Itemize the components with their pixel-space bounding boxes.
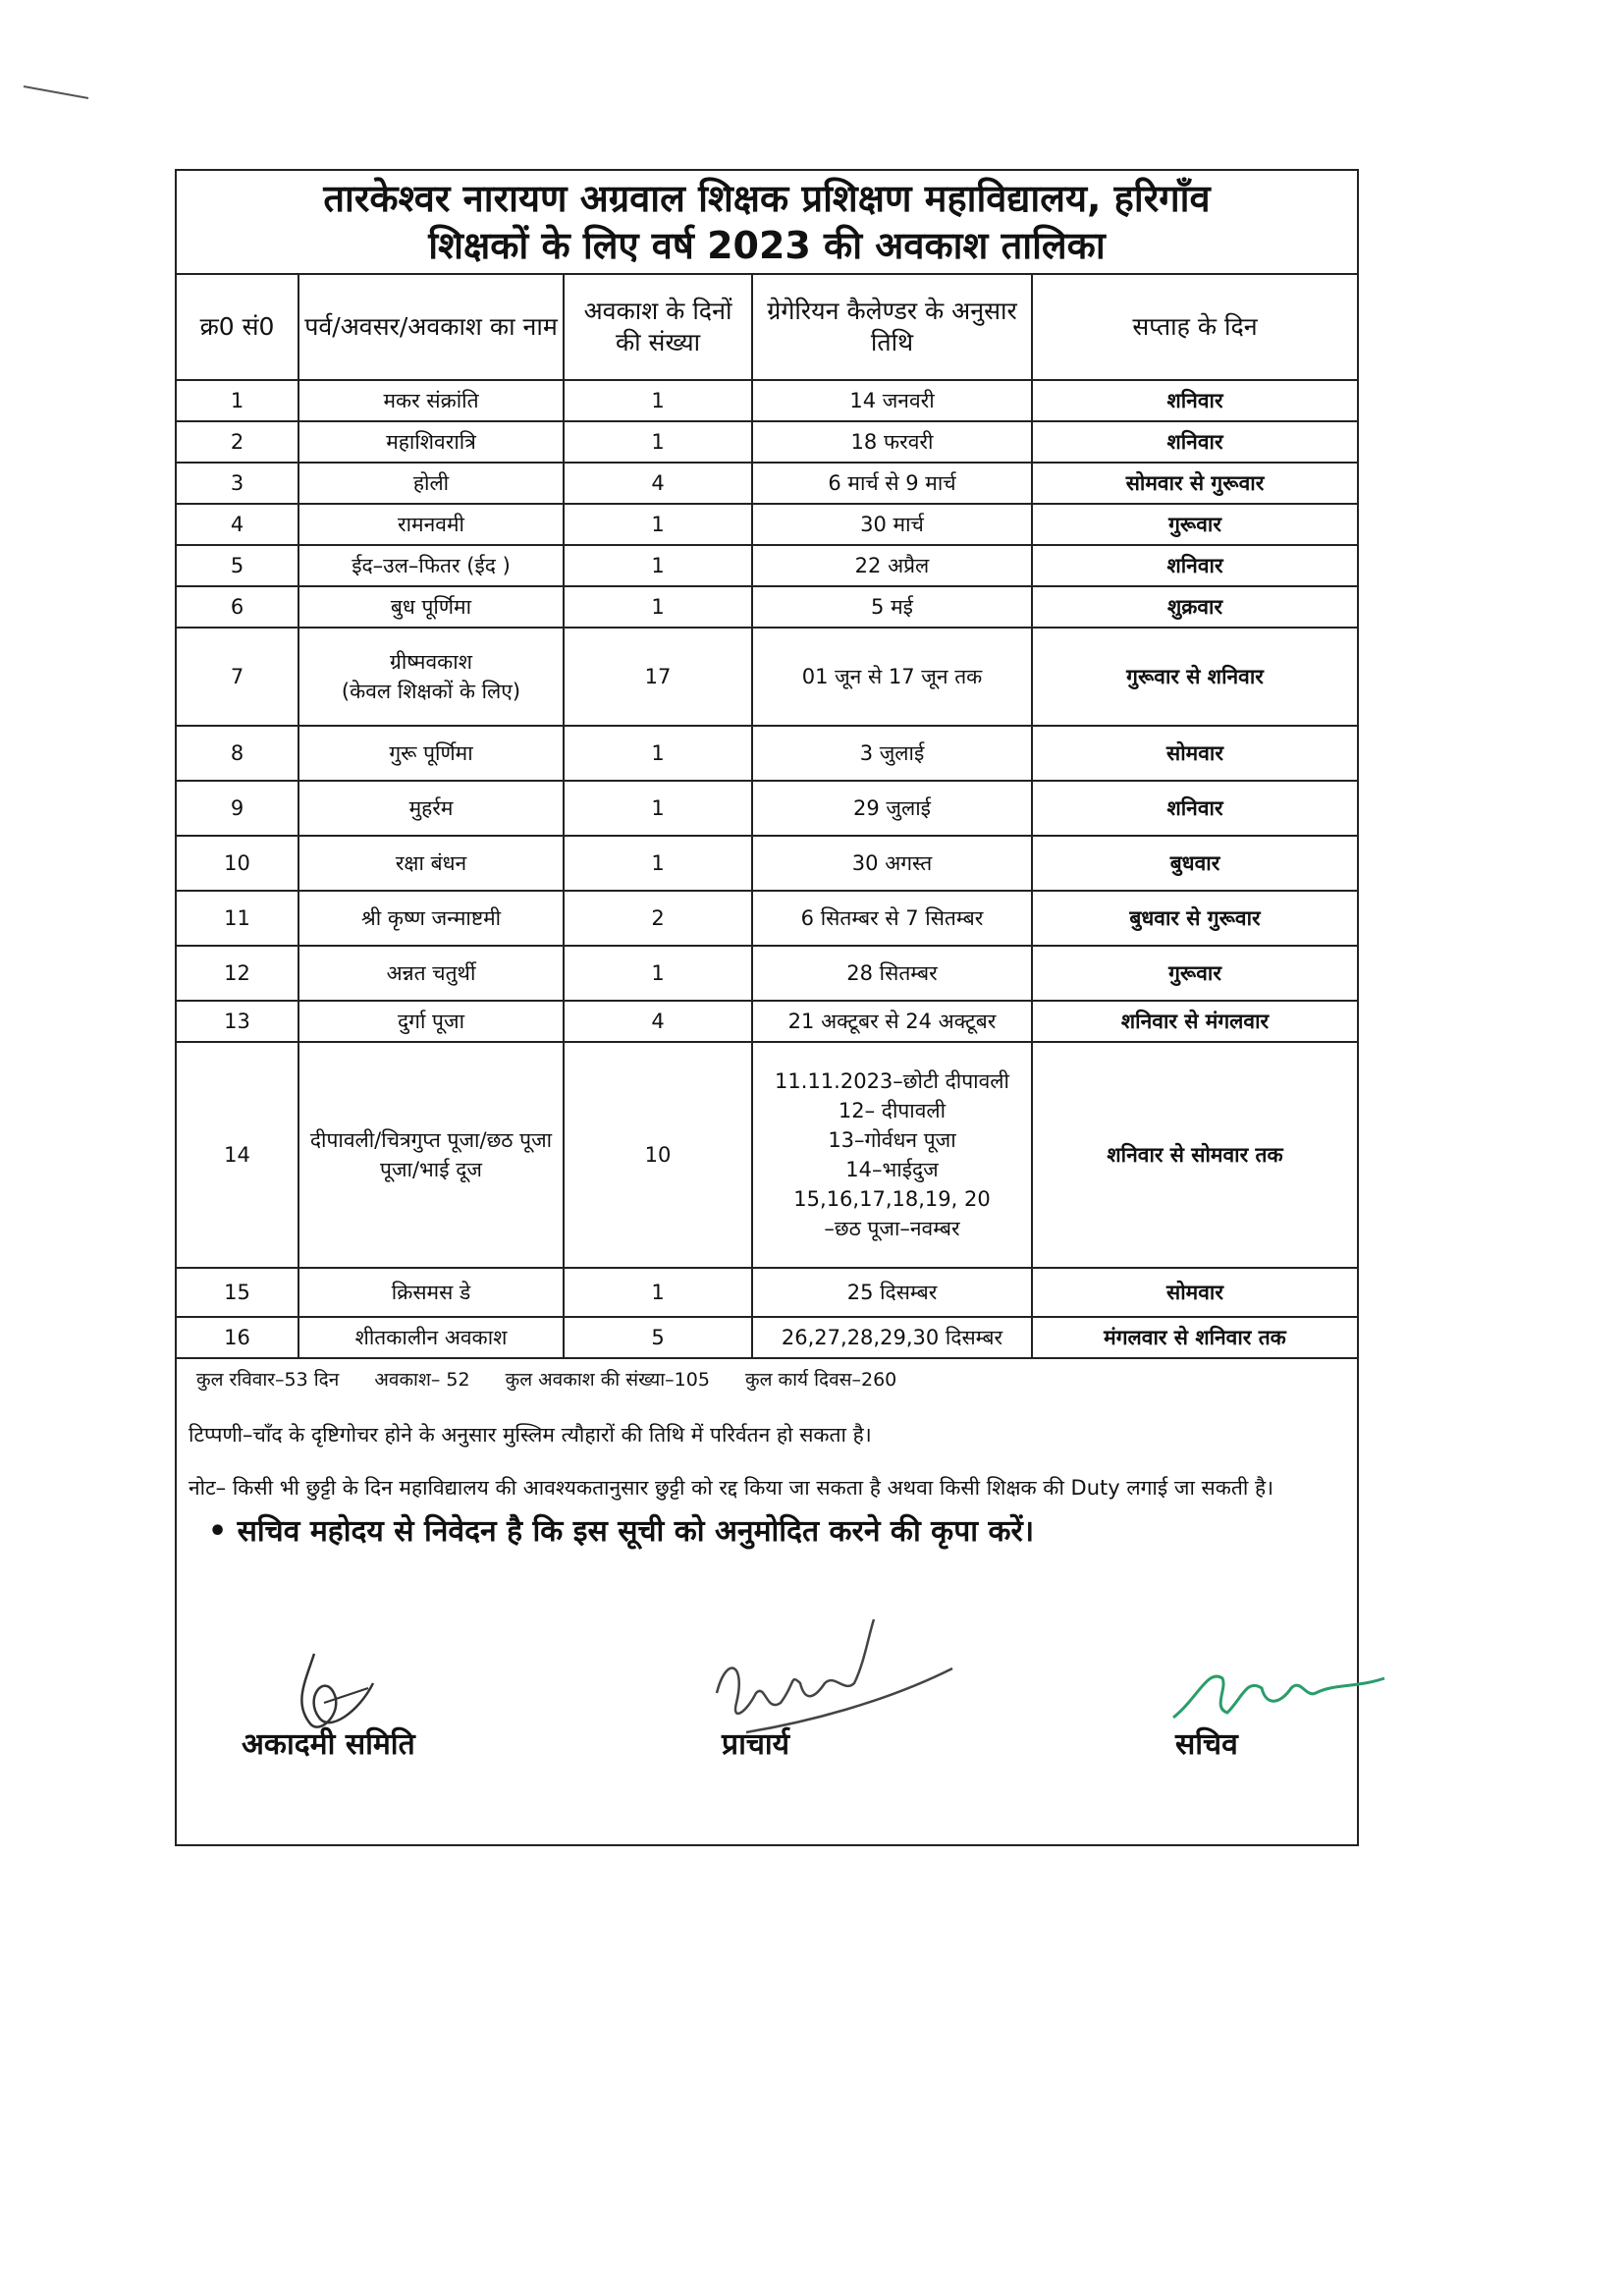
- table-row: [177, 781, 1357, 836]
- cell-weekday: बुधवार से गुरूवार: [1032, 891, 1357, 946]
- cell-sn: 13: [177, 1001, 298, 1042]
- col-header-name: पर्व/अवसर/अवकाश का नाम: [298, 275, 564, 380]
- table-row: [177, 726, 1357, 781]
- cell-name: ग्रीष्मवकाश (केवल शिक्षकों के लिए): [298, 628, 564, 726]
- cell-sn: 6: [177, 586, 298, 628]
- cell-name: क्रिसमस डे: [298, 1268, 564, 1317]
- cell-days: 1: [564, 946, 752, 1001]
- cell-name: बुध पूर्णिमा: [298, 586, 564, 628]
- cell-name: महाशिवरात्रि: [298, 421, 564, 463]
- cell-sn: 10: [177, 836, 298, 891]
- cell-date: 6 सितम्बर से 7 सितम्बर: [752, 891, 1032, 946]
- cell-days: 1: [564, 380, 752, 421]
- cell-date: 29 जुलाई: [752, 781, 1032, 836]
- cell-weekday: सोमवार से गुरूवार: [1032, 463, 1357, 504]
- table-row: [177, 586, 1357, 628]
- cell-days: 1: [564, 504, 752, 545]
- cell-name: मुहर्रम: [298, 781, 564, 836]
- total-sundays: कुल रविवार–53 दिन: [196, 1369, 340, 1391]
- table-row: [177, 380, 1357, 421]
- cell-days: 10: [564, 1042, 752, 1268]
- document-title: शिक्षकों के लिए वर्ष 2023 की अवकाश तालिका: [428, 224, 1106, 267]
- cell-sn: 4: [177, 504, 298, 545]
- cell-date: 30 अगस्त: [752, 836, 1032, 891]
- cell-days: 1: [564, 781, 752, 836]
- cell-sn: 2: [177, 421, 298, 463]
- note-text: नोट– किसी भी छुट्टी के दिन महाविद्यालय की आवश्यकतानुसार छुट्टी को रद्द किया जा सकता है अथवा किसी शिक्षक की Duty लगाई जा सकती है।: [189, 1476, 1274, 1500]
- total-holidays: अवकाश– 52: [374, 1369, 470, 1391]
- cell-days: 2: [564, 891, 752, 946]
- cell-date: 01 जून से 17 जून तक: [752, 628, 1032, 726]
- cell-weekday: शनिवार से सोमवार तक: [1032, 1042, 1357, 1268]
- cell-sn: 8: [177, 726, 298, 781]
- table-row: [177, 463, 1357, 504]
- cell-sn: 1: [177, 380, 298, 421]
- cell-name: मकर संक्रांति: [298, 380, 564, 421]
- cell-sn: 11: [177, 891, 298, 946]
- cell-date: 21 अक्टूबर से 24 अक्टूबर: [752, 1001, 1032, 1042]
- request-label: सचिव महोदय से निवेदन है कि इस सूची को अनुमोदित करने की कृपा करें।: [237, 1514, 1035, 1549]
- secretary-label: सचिव: [1175, 1727, 1238, 1762]
- cell-weekday: सोमवार: [1032, 726, 1357, 781]
- table-row: [177, 545, 1357, 586]
- holiday-table: [177, 275, 1357, 1359]
- cell-date: 18 फरवरी: [752, 421, 1032, 463]
- table-row: [177, 1268, 1357, 1317]
- cell-days: 1: [564, 726, 752, 781]
- cell-sn: 16: [177, 1317, 298, 1358]
- cell-weekday: गुरूवार: [1032, 504, 1357, 545]
- cell-name: दुर्गा पूजा: [298, 1001, 564, 1042]
- cell-name: होली: [298, 463, 564, 504]
- table-header-row: [177, 275, 1357, 380]
- cell-date: 11.11.2023–छोटी दीपावली 12– दीपावली 13–गोर्वधन पूजा 14–भाईदुज 15,16,17,18,19, 20 –छठ पूजा–नवम्बर: [752, 1042, 1032, 1268]
- cell-weekday: शुक्रवार: [1032, 586, 1357, 628]
- table-row: [177, 504, 1357, 545]
- cell-days: 17: [564, 628, 752, 726]
- cell-name: शीतकालीन अवकाश: [298, 1317, 564, 1358]
- cell-weekday: गुरूवार से शनिवार: [1032, 628, 1357, 726]
- table-body: [177, 380, 1357, 1358]
- cell-date: 30 मार्च: [752, 504, 1032, 545]
- request-text: • सचिव महोदय से निवेदन है कि इस सूची को अनुमोदित करने की कृपा करें।: [208, 1514, 1035, 1549]
- total-holiday-count: कुल अवकाश की संख्या–105: [505, 1369, 710, 1391]
- cell-name: श्री कृष्ण जन्माष्टमी: [298, 891, 564, 946]
- cell-weekday: शनिवार: [1032, 380, 1357, 421]
- table-row: [177, 1042, 1357, 1268]
- cell-name: ईद–उल–फितर (ईद ): [298, 545, 564, 586]
- cell-name: रक्षा बंधन: [298, 836, 564, 891]
- cell-weekday: शनिवार: [1032, 545, 1357, 586]
- cell-date: 28 सितम्बर: [752, 946, 1032, 1001]
- cell-days: 5: [564, 1317, 752, 1358]
- cell-weekday: बुधवार: [1032, 836, 1357, 891]
- cell-name: गुरू पूर्णिमा: [298, 726, 564, 781]
- cell-weekday: मंगलवार से शनिवार तक: [1032, 1317, 1357, 1358]
- cell-weekday: शनिवार: [1032, 421, 1357, 463]
- cell-weekday: शनिवार: [1032, 781, 1357, 836]
- table-row: [177, 1001, 1357, 1042]
- cell-date: 6 मार्च से 9 मार्च: [752, 463, 1032, 504]
- cell-days: 4: [564, 1001, 752, 1042]
- cell-name: दीपावली/चित्रगुप्त पूजा/छठ पूजा पूजा/भाई दूज: [298, 1042, 564, 1268]
- cell-sn: 3: [177, 463, 298, 504]
- col-header-date: ग्रेगेरियन कैलेण्डर के अनुसार तिथि: [752, 275, 1032, 380]
- cell-days: 4: [564, 463, 752, 504]
- table-row: [177, 1317, 1357, 1358]
- cell-sn: 7: [177, 628, 298, 726]
- table-row: [177, 628, 1357, 726]
- signature-row: [177, 1722, 1357, 1781]
- table-row: [177, 946, 1357, 1001]
- col-header-weekday: सप्ताह के दिन: [1032, 275, 1357, 380]
- cell-sn: 5: [177, 545, 298, 586]
- cell-sn: 12: [177, 946, 298, 1001]
- cell-sn: 14: [177, 1042, 298, 1268]
- table-row: [177, 836, 1357, 891]
- col-header-sn: क्र0 सं0: [177, 275, 298, 380]
- cell-date: 14 जनवरी: [752, 380, 1032, 421]
- committee-label: अकादमी समिति: [242, 1727, 415, 1762]
- cell-date: 22 अप्रैल: [752, 545, 1032, 586]
- cell-days: 1: [564, 586, 752, 628]
- principal-label: प्राचार्य: [722, 1727, 790, 1762]
- cell-name: अन्नत चतुर्थी: [298, 946, 564, 1001]
- title-block: [177, 171, 1357, 275]
- cell-weekday: सोमवार: [1032, 1268, 1357, 1317]
- footer: [177, 1359, 1357, 1552]
- table-row: [177, 891, 1357, 946]
- cell-weekday: गुरूवार: [1032, 946, 1357, 1001]
- cell-weekday: शनिवार से मंगलवार: [1032, 1001, 1357, 1042]
- cell-name: रामनवमी: [298, 504, 564, 545]
- totals-line: [189, 1367, 1345, 1393]
- table-row: [177, 421, 1357, 463]
- total-working-days: कुल कार्य दिवस–260: [744, 1369, 897, 1391]
- cell-date: 26,27,28,29,30 दिसम्बर: [752, 1317, 1032, 1358]
- cell-sn: 9: [177, 781, 298, 836]
- cell-date: 25 दिसम्बर: [752, 1268, 1032, 1317]
- holiday-document: [175, 169, 1359, 1846]
- college-name: तारकेश्वर नारायण अग्रवाल शिक्षक प्रशिक्षण महाविद्यालय, हरिगाँव: [323, 177, 1211, 220]
- cell-days: 1: [564, 1268, 752, 1317]
- remark-text: टिप्पणी–चाँद के दृष्टिगोचर होने के अनुसार मुस्लिम त्यौहारों की तिथि में परिर्वतन हो सकता है।: [189, 1423, 872, 1447]
- cell-sn: 15: [177, 1268, 298, 1317]
- cell-date: 3 जुलाई: [752, 726, 1032, 781]
- cell-days: 1: [564, 836, 752, 891]
- col-header-days: अवकाश के दिनों की संख्या: [564, 275, 752, 380]
- cell-days: 1: [564, 545, 752, 586]
- cell-date: 5 मई: [752, 586, 1032, 628]
- cell-days: 1: [564, 421, 752, 463]
- scan-mark: [20, 79, 98, 108]
